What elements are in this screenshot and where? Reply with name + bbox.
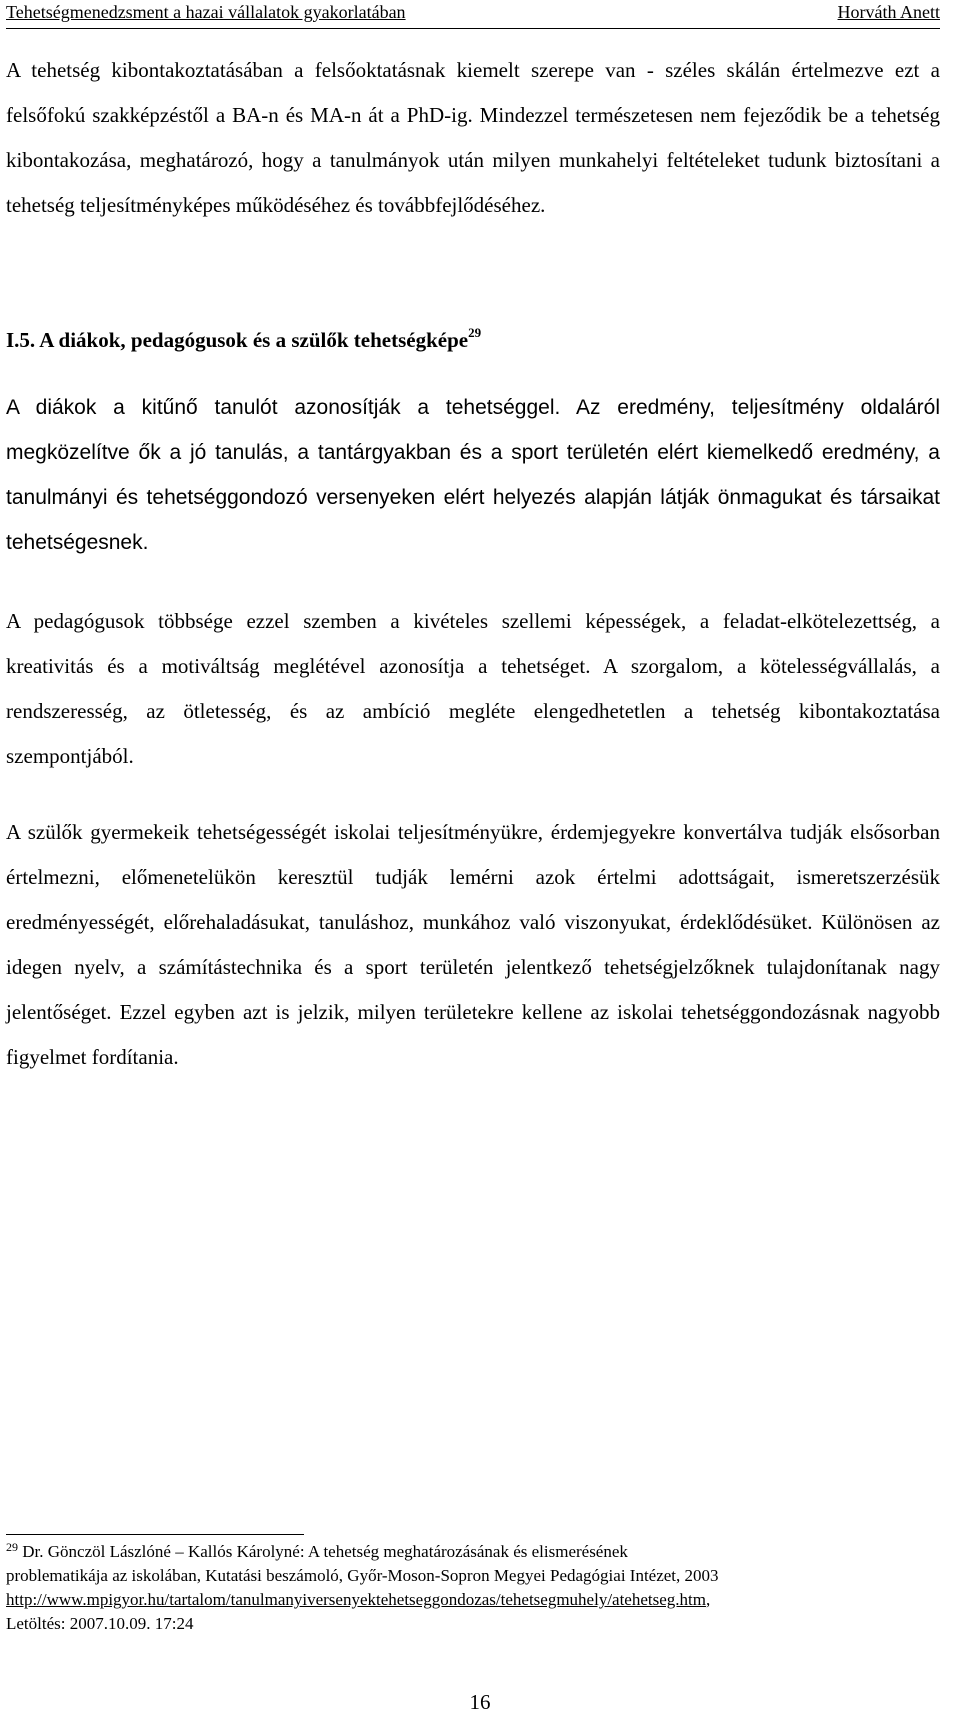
footnote-url-link[interactable]: http://www.mpigyor.hu/tartalom/tanulmanyiversenyektehetseggondozas/tehetsegmuhely/atehetseg.htm	[6, 1590, 706, 1609]
header-author: Horváth Anett	[837, 2, 940, 22]
paragraph-parents: A szülők gyermekeik tehetségességét iskolai teljesítményükre, érdemjegyekre konvertálva tudják elsősorban értelmezni, előmenetelükön keresztül tudják lemérni azok értelmi adottságait, ismeretszerzésük eredményességét, előrehaladásukat, tanuláshoz, munkához való viszonyukat, érdeklődésüket. Különösen az idegen nyelv, a számítástechnika és a sport területén jelentkező tehetségjelzőknek tulajdonítanak nagy jelentőséget. Ezzel egyben azt is jelzik, milyen területekre kellene az iskolai tehetséggondozásnak nagyobb figyelmet fordítania.	[6, 820, 940, 1069]
footnote-separator	[6, 1534, 304, 1535]
running-header	[6, 0, 940, 29]
paragraph-teachers: A pedagógusok többsége ezzel szemben a kivételes szellemi képességek, a feladat-elkötelezettség, a kreativitás és a motiváltság meglétével azonosítja a tehetséget. A szorgalom, a kötelességvállalás, a rendszeresség, az ötletesség, és az ambíció megléte elengedhetetlen a tehetség kibontakoztatása szempontjából.	[6, 609, 940, 768]
footnote-retrieved: Letöltés: 2007.10.09. 17:24	[6, 1614, 194, 1633]
page-number: 16	[469, 1690, 491, 1714]
section-heading	[6, 318, 481, 363]
footnote-url-suffix: ,	[705, 1590, 711, 1609]
footnote	[6, 1540, 940, 1636]
header-title: Tehetségmenedzsment a hazai vállalatok gyakorlatában	[6, 2, 406, 22]
footnote-line-3	[6, 1588, 940, 1612]
footnote-line-1	[6, 1540, 940, 1564]
paragraph-students: A diákok a kitűnő tanulót azonosítják a tehetséggel. Az eredmény, teljesítmény oldaláról megközelítve ők a jó tanulás, a tantárgyakban és a sport területén elért kiemelkedő eredmény, a tanulmányi és tehetséggondozó versenyeken elért helyezés alapján látják önmagukat és társaikat tehetségesnek.	[6, 396, 940, 554]
footnote-citation: Dr. Gönczöl Lászlóné – Kallós Károlyné: A tehetség meghatározásának és elismerésének	[22, 1542, 628, 1561]
footnote-reference: 29	[468, 325, 482, 340]
footnote-number: 29	[6, 1540, 18, 1554]
footnote-line-2: problematikája az iskolában, Kutatási beszámoló, Győr-Moson-Sopron Megyei Pedagógiai Intézet, 2003	[6, 1566, 719, 1585]
paragraph-higher-education: A tehetség kibontakoztatásában a felsőoktatásnak kiemelt szerepe van - széles skálán értelmezve ezt a felsőfokú szakképzéstől a BA-n és MA-n át a PhD-ig. Mindezzel természetesen nem fejeződik be a tehetség kibontakozása, meghatározó, hogy a tanulmányok után milyen munkahelyi feltételeket tudunk biztosítani a tehetség teljesítményképes működéséhez és továbbfejlődéséhez.	[6, 58, 940, 217]
section-heading-text: I.5. A diákok, pedagógusok és a szülők tehetségképe	[6, 328, 469, 352]
